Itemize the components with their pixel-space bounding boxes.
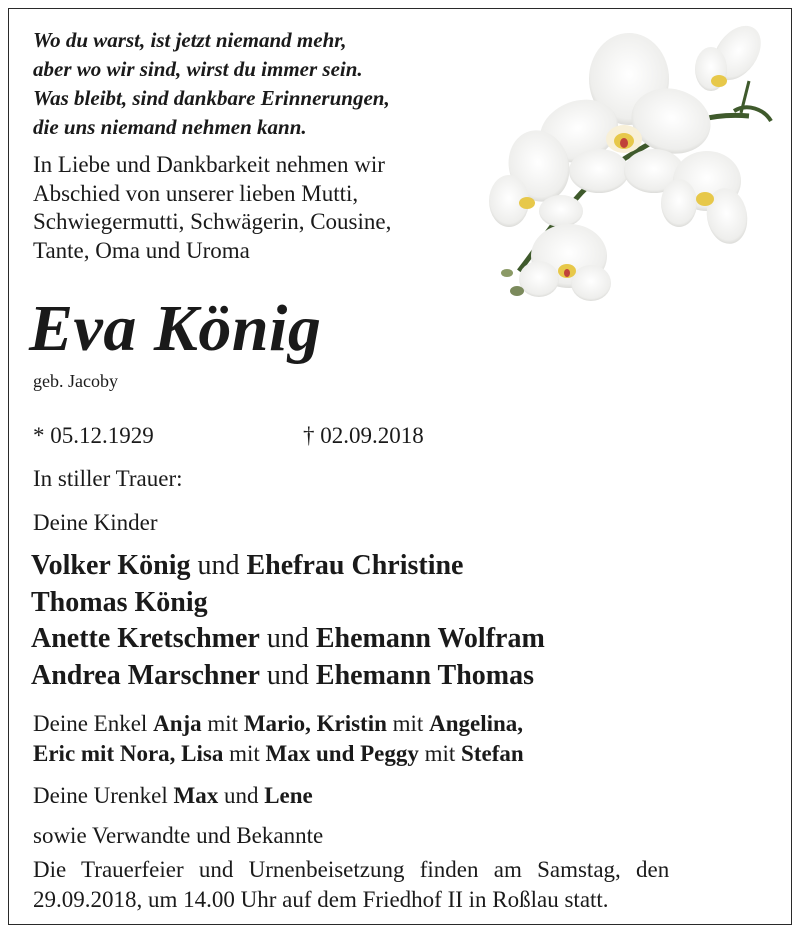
text: Deine Urenkel	[33, 783, 174, 808]
maiden-name: geb. Jacoby	[33, 371, 118, 391]
text: mit	[201, 711, 244, 736]
mourning-label: In stiller Trauer:	[33, 466, 183, 491]
family-list	[31, 548, 545, 694]
name: Stefan	[461, 741, 524, 766]
family-member: Ehemann Thomas	[315, 659, 535, 691]
text: mit	[386, 711, 430, 736]
intro-text	[33, 151, 493, 265]
poem-line: Wo du warst, ist jetzt niemand mehr,	[33, 28, 347, 52]
relatives-line: sowie Verwandte und Bekannte	[33, 823, 324, 848]
poem-line: aber wo wir sind, wirst du immer sein.	[33, 57, 363, 81]
orchid-flower-icon	[479, 21, 779, 306]
family-line	[31, 658, 545, 695]
grandchildren	[33, 709, 524, 769]
funeral-notice	[33, 855, 763, 915]
deceased-name: Eva König	[29, 292, 322, 365]
birth-date: * 05.12.1929	[33, 423, 154, 448]
separator: und	[259, 659, 316, 691]
intro-line: Schwiegermutti, Schwägerin, Cousine,	[33, 209, 392, 234]
family-line	[31, 585, 545, 622]
grandchildren-line	[33, 739, 524, 769]
poem	[33, 26, 503, 142]
text: mit	[223, 741, 266, 766]
obituary-notice	[8, 8, 792, 925]
text: und	[218, 783, 265, 808]
family-member: Anette Kretschmer	[31, 623, 260, 654]
notice-line: Die Trauerfeier und Urnenbeisetzung finden am Samstag, den	[33, 857, 670, 882]
poem-line: die uns niemand nehmen kann.	[33, 115, 307, 139]
family-member: Ehemann Wolfram	[315, 623, 545, 654]
poem-line: Was bleibt, sind dankbare Erinnerungen,	[33, 86, 390, 110]
name: Mario, Kristin	[243, 711, 387, 736]
separator: und	[259, 623, 316, 654]
intro-line: In Liebe und Dankbarkeit nehmen wir	[33, 152, 385, 177]
children-label: Deine Kinder	[33, 510, 158, 535]
death-date: † 02.09.2018	[303, 423, 424, 448]
family-line	[31, 621, 545, 658]
separator: und	[190, 550, 247, 581]
intro-line: Tante, Oma und Uroma	[33, 237, 250, 263]
family-member: Thomas König	[31, 586, 208, 618]
text: mit	[418, 741, 462, 766]
name: Anja	[153, 711, 202, 736]
family-line	[31, 548, 545, 585]
grandchildren-line	[33, 709, 524, 739]
name: Max und Peggy	[265, 741, 419, 766]
name: Eric mit Nora, Lisa	[33, 741, 224, 766]
text: Deine Enkel	[33, 711, 154, 736]
intro-line: Abschied von unserer lieben Mutti,	[33, 180, 359, 206]
family-member: Ehefrau Christine	[246, 550, 464, 581]
name: Lene	[264, 783, 313, 808]
family-member: Andrea Marschner	[31, 659, 260, 691]
family-member: Volker König	[31, 550, 191, 581]
great-grandchildren	[33, 781, 313, 811]
name: Max	[173, 783, 219, 808]
notice-line: 29.09.2018, um 14.00 Uhr auf dem Friedhof II in Roßlau statt.	[33, 887, 609, 912]
name: Angelina,	[429, 711, 524, 736]
